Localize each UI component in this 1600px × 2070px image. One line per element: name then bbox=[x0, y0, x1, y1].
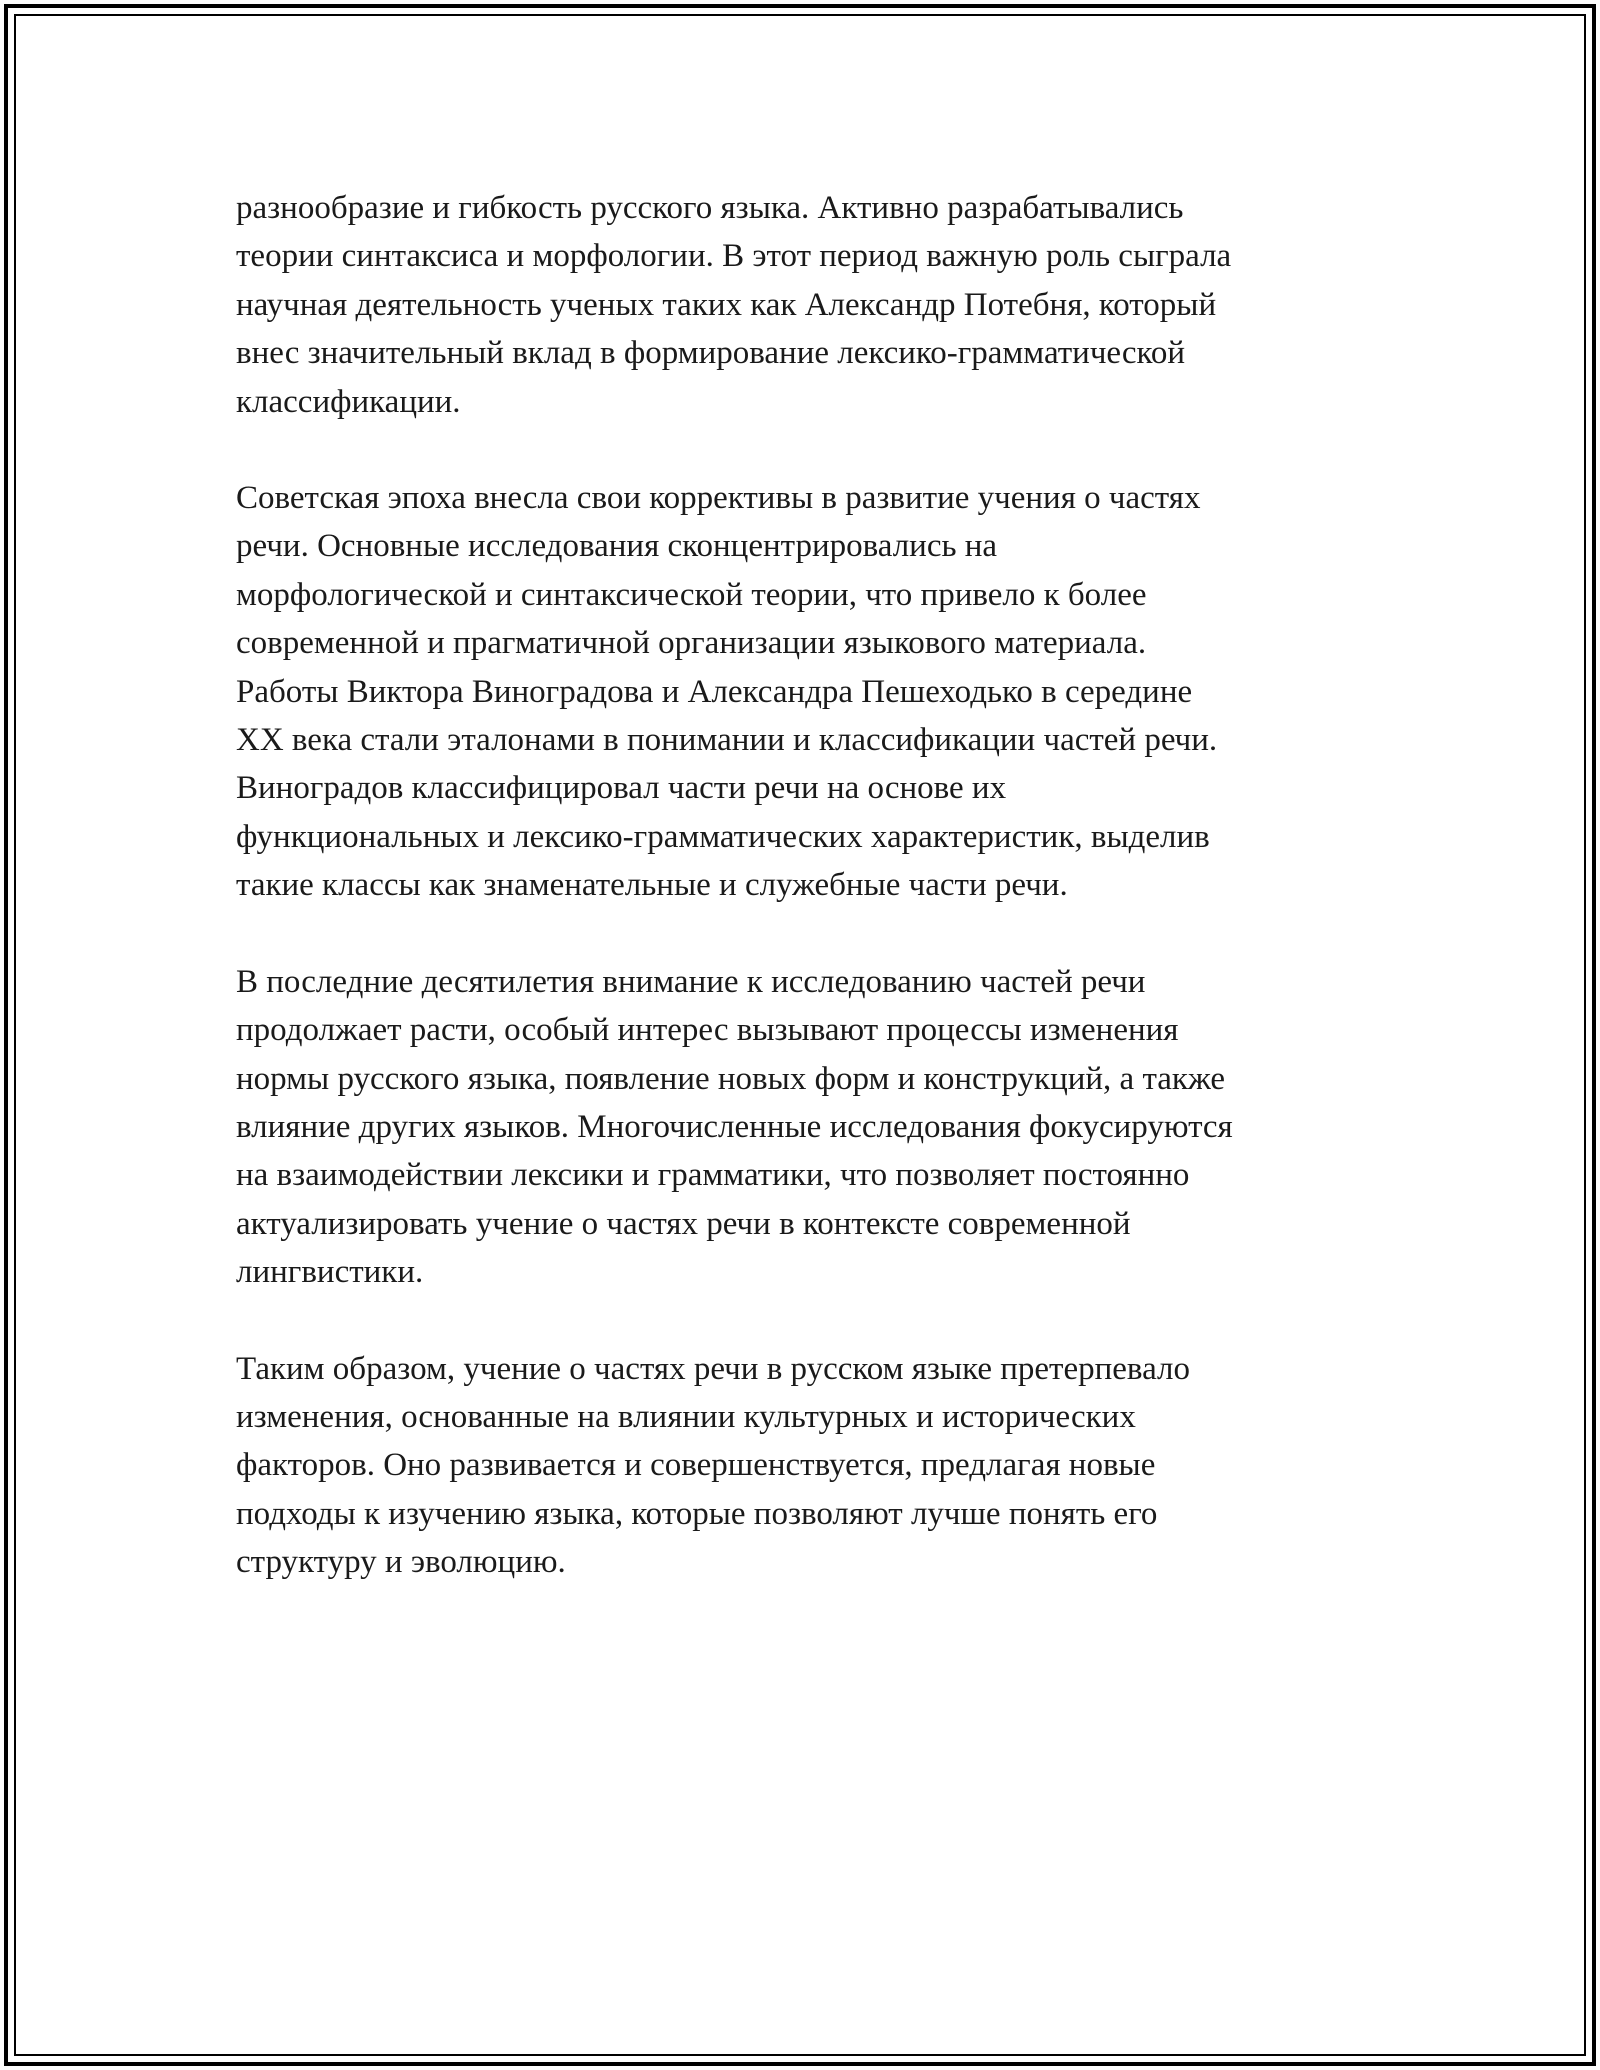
paragraph-1: разнообразие и гибкость русского языка. Активно разрабатывались теории синтаксиса и морфологии. В этот период важную роль сыграла научная деятельность ученых таких как Александр Потебня, который внес значительный вклад в формирование лексико-грамматической классификации. bbox=[236, 190, 1232, 420]
paragraph-2: Советская эпоха внесла свои коррективы в развитие учения о частях речи. Основные исследования сконцентрировались на морфологической и синтаксической теории, что привело к более современной и прагматичной организации языкового материала. Работы Виктора Виноградова и Александра Пешеходько в середине XX века стали эталонами в понимании и классификации частей речи. Виноградов классифицировал части речи на основе их функциональных и лексико-грамматических характеристик, выделив такие классы как знаменательные и служебные части речи. bbox=[236, 480, 1218, 904]
document-body bbox=[236, 184, 1356, 1635]
paragraph-3: В последние десятилетия внимание к исследованию частей речи продолжает расти, особый интерес вызывают процессы изменения нормы русского языка, появление новых форм и конструкций, а также влияние других языков. Многочисленные исследования фокусируются на взаимодействии лексики и грамматики, что позволяет постоянно актуализировать учение о частях речи в контексте современной лингвистики. bbox=[236, 963, 1233, 1291]
paragraph-4: Таким образом, учение о частях речи в русском языке претерпевало изменения, основанные на влиянии культурных и исторических факторов. Оно развивается и совершенствуется, предлагая новые подходы к изучению языка, которые позволяют лучше понять его структуру и эволюцию. bbox=[236, 1350, 1190, 1581]
